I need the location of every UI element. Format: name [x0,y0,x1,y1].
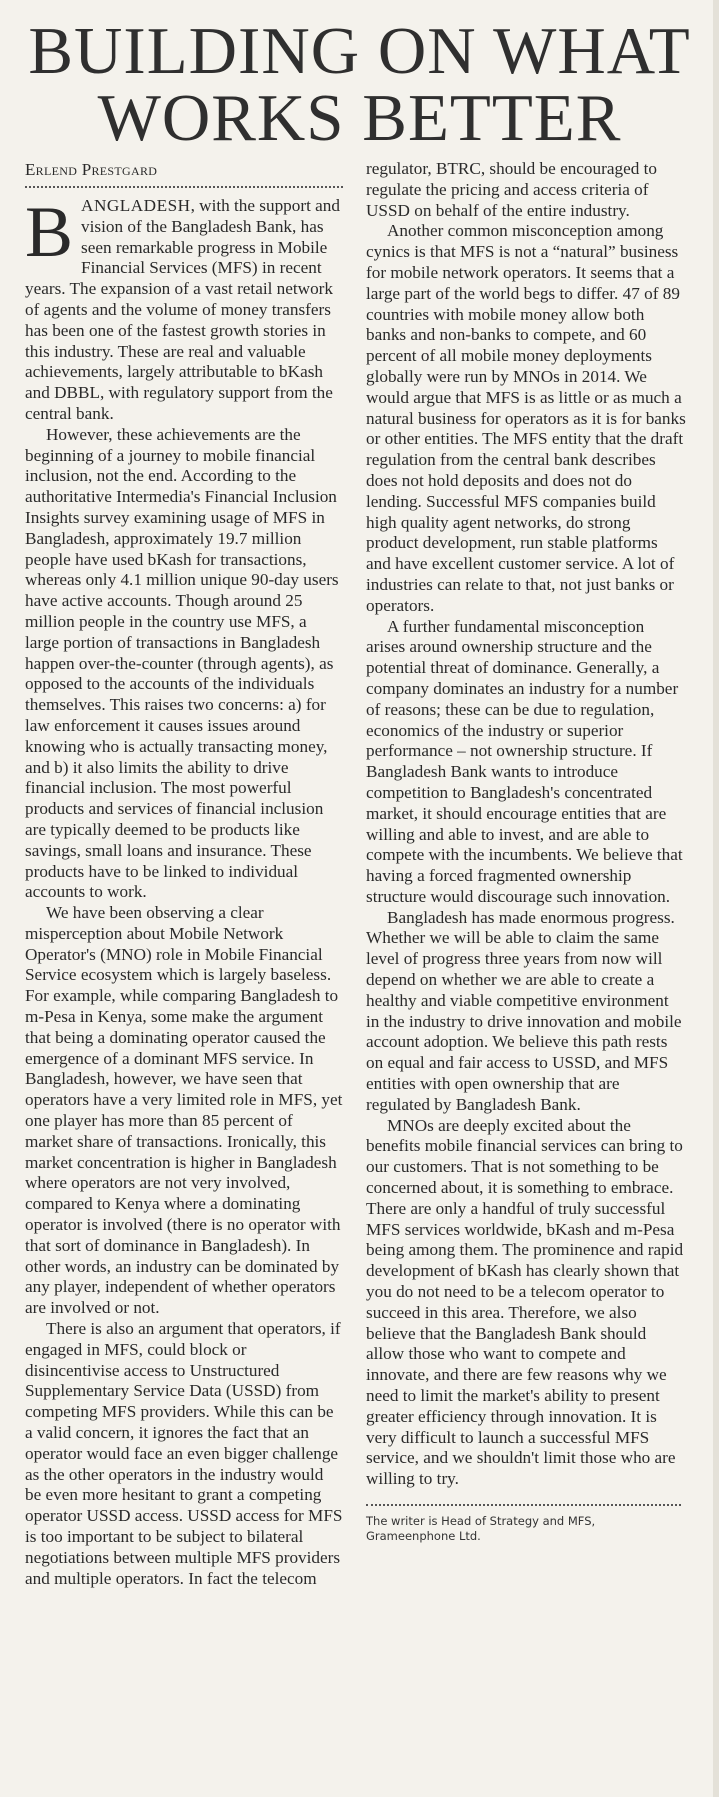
dropcap-word-rest: ANGLADESH [81,196,191,215]
paragraph-1-text: , with the support and vision of the Bangladesh Bank, has seen remarkable progress in Mobile Financial Services (MFS) in recent years. The expansion of a vast retail network of agents and the volume of money transfers has been one of the fastest growth stories in this industry. These are real and valuable achievements, largely attributable to bKash and DBBL, with regulatory support from the central bank. [25,196,340,423]
left-column [25,160,343,1589]
paragraph-2: However, these achievements are the beginning of a journey to mobile financial inclusion, not the end. According to the authoritative Intermedia's Financial Inclusion Insights survey examining usage of MFS in Bangladesh, approximately 19.7 million people have used bKash for transactions, whereas only 4.1 million unique 90-day users have active accounts. Though around 25 million people in the country use MFS, a large portion of transactions in Bangladesh happen over-the-counter (through agents), as opposed to the accounts of the individuals themselves. This raises two concerns: a) for law enforcement it causes issues around knowing who is actually transacting money, and b) it also limits the ability to drive financial inclusion. The most powerful products and services of financial inclusion are typically deemed to be products like savings, small loans and insurance. These products have to be linked to individual accounts to work. [25,424,339,902]
paragraph-1 [25,192,343,425]
paragraph-5: Another common misconception among cynics is that MFS is not a “natural” business for mobile network operators. It seems that a large part of the world begs to differ. 47 of 89 countries with mobile money allow both banks and non-banks to compete, and 60 percent of all mobile money deployments globally were run by MNOs in 2014. We would argue that MFS is as little or as much a natural business for operators as it is for banks or other entities. The MFS entity that the draft regulation from the central bank describes does not hold deposits and does not do lending. Successful MFS companies build high quality agent networks, do strong product development, run stable platforms and have excellent customer service. A lot of industries can relate to that, not just banks or operators. [366,221,686,615]
paragraph-4: There is also an argument that operators, if engaged in MFS, could block or disincentivise access to Unstructured Supplementary Service Data (USSD) from competing MFS providers. While this can be a valid concern, it ignores the fact that an operator would face an even bigger challenge as the other operators in the industry would be even more hesitant to grant a competing operator USSD access. USSD access for MFS is too important to be subject to bilateral negotiations between multiple MFS providers and multiple operators. In fact the telecom [25,1319,343,1588]
headline-line-2: WORKS BETTER [97,81,622,155]
paragraph-8: MNOs are deeply excited about the benefits mobile financial services can bring to our customers. That is not something to be concerned about, it is something to embrace. There are only a handful of truly successful MFS services worldwide, bKash and m-Pesa being among them. The prominence and rapid development of bKash has clearly shown that you do not need to be a telecom operator to succeed in this area. Therefore, we also believe that the Bangladesh Bank should allow those who want to compete and innovate, and there are few reasons why we need to limit the market's ability to present greater efficiency through innovation. It is very difficult to launch a successful MFS service, and we shouldn't limit those who are willing to try. [366,1115,684,1489]
author-note: The writer is Head of Strategy and MFS, Grameenphone Ltd. [366,1504,681,1544]
paragraph-3: We have been observing a clear misperception about Mobile Network Operator's (MNO) role in Mobile Financial Service ecosystem which is largely baseless. For example, while comparing Bangladesh to m-Pesa in Kenya, some make the argument that being a dominating operator caused the emergence of a dominant MFS service. In Bangladesh, however, we have seen that operators have a very limited role in MFS, yet one player has more than 85 percent of market share of transactions. Ironically, this market concentration is higher in Bangladesh where operators are not very involved, compared to Kenya where a dominating operator is involved (there is no operator with that sort of dominance in Bangladesh). In other words, an industry can be dominated by any player, independent of whether operators are involved or not. [25,903,343,1318]
paragraph-4-continued: regulator, BTRC, should be encouraged to regulate the pricing and access criteria of USSD on behalf of the entire industry. [366,159,657,220]
page-edge [713,0,719,1797]
headline-line-1: BUILDING ON WHAT [28,14,691,88]
dropcap: B [25,192,74,272]
byline: Erlend Prestgard [25,160,343,188]
right-column [366,159,686,1544]
headline [0,14,719,155]
paragraph-7: Bangladesh has made enormous progress. Whether we will be able to claim the same level of progress three years from now will depend on whether we are able to create a healthy and viable competitive environment in the industry to drive innovation and mobile account adoption. We believe this path rests on equal and fair access to USSD, and MFS entities with open ownership that are regulated by Bangladesh Bank. [366,907,682,1114]
paragraph-6: A further fundamental misconception arises around ownership structure and the potential threat of dominance. Generally, a company dominates an industry for a number of reasons; these can be due to regulation, economics of the industry or superior performance – not ownership structure. If Bangladesh Bank wants to introduce competition to Bangladesh's concentrated market, it should encourage entities that are willing and able to invest, and are able to compete with the incumbents. We believe that having a forced fragmented ownership structure would discourage such innovation. [366,616,683,906]
